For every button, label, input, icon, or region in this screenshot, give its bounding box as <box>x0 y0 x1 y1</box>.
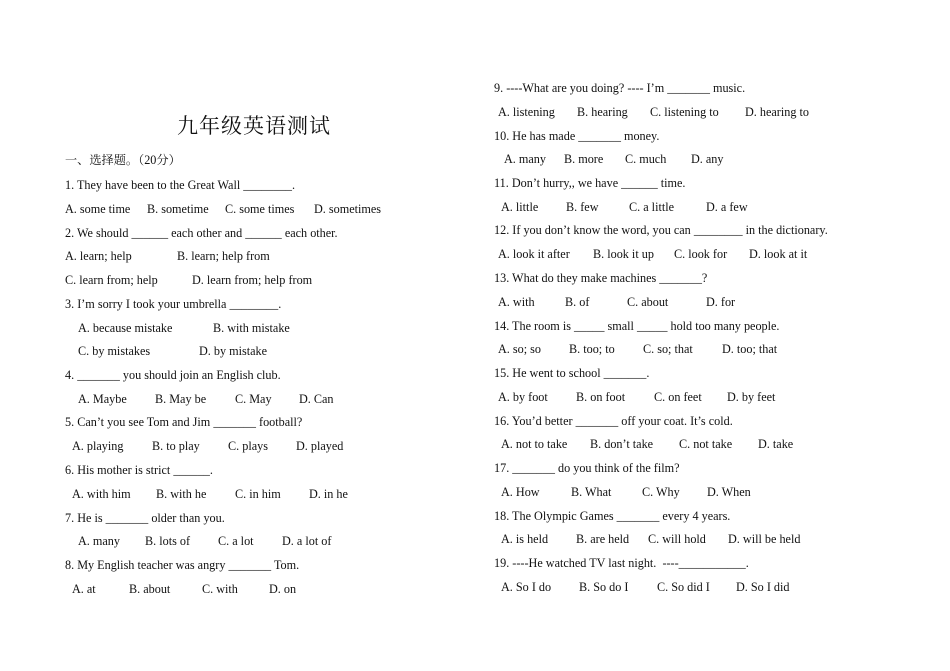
option[interactable]: D. take <box>758 437 794 451</box>
question-9: 9. ----What are you doing? ---- I’m _______ music. <box>494 81 746 95</box>
option[interactable]: A. listening <box>498 105 555 119</box>
option[interactable]: A. is held <box>501 532 549 546</box>
question-12: 12. If you don’t know the word, you can ________ in the dictionary. <box>494 223 828 237</box>
option[interactable]: A. How <box>501 485 540 499</box>
option[interactable]: A. many <box>78 534 120 548</box>
question-2: 2. We should ______ each other and ______ each other. <box>65 226 338 240</box>
question-16-options <box>501 436 793 452</box>
question-6: 6. His mother is strict ______. <box>65 463 213 477</box>
option[interactable]: A. look it after <box>498 247 570 261</box>
option[interactable]: B. learn; help from <box>177 249 270 263</box>
option[interactable]: B. lots of <box>145 534 191 548</box>
question-18-options <box>501 531 800 547</box>
option[interactable]: D. When <box>707 485 751 499</box>
option[interactable]: D. will be held <box>728 532 801 546</box>
question-10: 10. He has made _______ money. <box>494 129 660 143</box>
option[interactable]: C. with <box>202 582 238 596</box>
option[interactable]: C. on feet <box>654 390 702 404</box>
option[interactable]: A. with him <box>72 487 131 501</box>
question-11-options <box>501 199 748 215</box>
option[interactable]: A. at <box>72 582 96 596</box>
option[interactable]: D. look at it <box>749 247 808 261</box>
question-3: 3. I’m sorry I took your umbrella ________. <box>65 297 282 311</box>
question-3-options-2 <box>78 343 267 359</box>
question-4-options <box>78 391 334 407</box>
option[interactable]: B. with he <box>156 487 207 501</box>
option[interactable]: D. any <box>691 152 724 166</box>
question-5: 5. Can’t you see Tom and Jim _______ football? <box>65 415 303 429</box>
option[interactable]: D. So I did <box>736 580 790 594</box>
option[interactable]: D. a lot of <box>282 534 332 548</box>
question-18: 18. The Olympic Games _______ every 4 years. <box>494 509 731 523</box>
option[interactable]: C. much <box>625 152 667 166</box>
question-15: 15. He went to school _______. <box>494 366 650 380</box>
question-7-options <box>78 533 331 549</box>
question-19-options <box>501 579 790 595</box>
option[interactable]: D. played <box>296 439 344 453</box>
option[interactable]: D. too; that <box>722 342 778 356</box>
question-12-options <box>498 246 807 262</box>
option[interactable]: C. listening to <box>650 105 719 119</box>
question-13-options <box>498 294 735 310</box>
option[interactable]: B. sometime <box>147 202 209 216</box>
option[interactable]: D. in he <box>309 487 348 501</box>
question-8-options <box>72 581 296 597</box>
option[interactable]: C. Why <box>642 485 680 499</box>
option[interactable]: B. more <box>564 152 604 166</box>
option[interactable]: B. don’t take <box>590 437 654 451</box>
option[interactable]: B. May be <box>155 392 207 406</box>
option[interactable]: C. a lot <box>218 534 254 548</box>
option[interactable]: B. too; to <box>569 342 615 356</box>
page-title: 九年级英语测试 <box>177 114 331 138</box>
question-8: 8. My English teacher was angry _______ Tom. <box>65 558 300 572</box>
option[interactable]: B. So do I <box>579 580 629 594</box>
option[interactable]: C. so; that <box>643 342 693 356</box>
option[interactable]: A. many <box>504 152 546 166</box>
option[interactable]: C. not take <box>679 437 733 451</box>
question-3-options <box>78 320 290 336</box>
option[interactable]: B. What <box>571 485 612 499</box>
question-6-options <box>72 486 348 502</box>
option[interactable]: B. to play <box>152 439 200 453</box>
option[interactable]: C. some times <box>225 202 295 216</box>
question-1: 1. They have been to the Great Wall ________. <box>65 178 296 192</box>
option[interactable]: A. not to take <box>501 437 568 451</box>
option[interactable]: C. learn from; help <box>65 273 158 287</box>
option[interactable]: A. with <box>498 295 535 309</box>
question-2-options-2 <box>65 272 312 288</box>
question-16: 16. You’d better _______ off your coat. It’s cold. <box>494 414 733 428</box>
question-7: 7. He is _______ older than you. <box>65 511 225 525</box>
option[interactable]: C. So did I <box>657 580 710 594</box>
option[interactable]: C. will hold <box>648 532 706 546</box>
option[interactable]: A. because mistake <box>78 321 173 335</box>
question-10-options <box>504 151 724 167</box>
question-19: 19. ----He watched TV last night. ----___________. <box>494 556 749 570</box>
question-11: 11. Don’t hurry,, we have ______ time. <box>494 176 686 190</box>
option[interactable]: D. a few <box>706 200 748 214</box>
option[interactable]: C. plays <box>228 439 268 453</box>
question-14-options <box>498 341 777 357</box>
section-heading: 一、选择题。（20分） <box>65 153 181 167</box>
question-15-options <box>498 389 775 405</box>
question-9-options <box>498 104 809 120</box>
option[interactable]: A. so; so <box>498 342 542 356</box>
option[interactable]: D. on <box>269 582 297 596</box>
option[interactable]: D. sometimes <box>314 202 382 216</box>
option[interactable]: A. playing <box>72 439 124 453</box>
option[interactable]: D. hearing to <box>745 105 809 119</box>
question-5-options <box>72 438 343 454</box>
question-13: 13. What do they make machines _______? <box>494 271 708 285</box>
question-17: 17. _______ do you think of the film? <box>494 461 680 475</box>
option[interactable]: A. So I do <box>501 580 552 594</box>
question-1-options <box>65 201 381 217</box>
option[interactable]: C. look for <box>674 247 728 261</box>
option[interactable]: A. little <box>501 200 539 214</box>
option[interactable]: A. some time <box>65 202 131 216</box>
option[interactable]: B. about <box>129 582 171 596</box>
option[interactable]: A. by foot <box>498 390 548 404</box>
option[interactable]: A. Maybe <box>78 392 127 406</box>
option[interactable]: D. for <box>706 295 736 309</box>
option[interactable]: C. May <box>235 392 272 406</box>
question-2-options <box>65 248 270 264</box>
option[interactable]: B. are held <box>576 532 630 546</box>
option[interactable]: D. Can <box>299 392 334 406</box>
option[interactable]: B. with mistake <box>213 321 290 335</box>
option[interactable]: B. on foot <box>576 390 626 404</box>
option[interactable]: B. of <box>565 295 590 309</box>
option[interactable]: C. about <box>627 295 669 309</box>
option[interactable]: B. few <box>566 200 599 214</box>
option[interactable]: D. learn from; help from <box>192 273 313 287</box>
option[interactable]: C. by mistakes <box>78 344 151 358</box>
option[interactable]: B. hearing <box>577 105 628 119</box>
question-4: 4. _______ you should join an English club. <box>65 368 281 382</box>
option[interactable]: C. a little <box>629 200 675 214</box>
option[interactable]: B. look it up <box>593 247 654 261</box>
option[interactable]: D. by feet <box>727 390 776 404</box>
option[interactable]: C. in him <box>235 487 281 501</box>
question-14: 14. The room is _____ small _____ hold too many people. <box>494 319 780 333</box>
option[interactable]: A. learn; help <box>65 249 132 263</box>
question-17-options <box>501 484 751 500</box>
option[interactable]: D. by mistake <box>199 344 268 358</box>
